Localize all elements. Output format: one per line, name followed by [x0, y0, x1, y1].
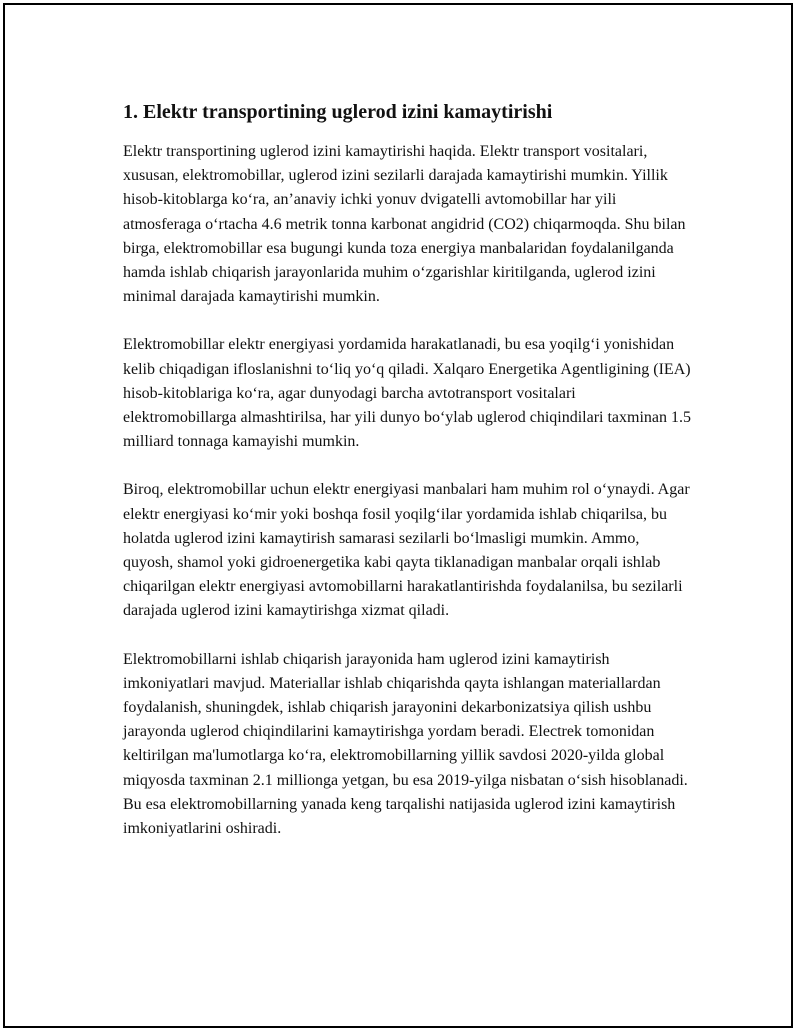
paragraph-4: Elektromobillarni ishlab chiqarish jarayonida ham uglerod izini kamaytirish imkoniyatlari mavjud. Materiallar ishlab chiqarishda qayta ishlangan materiallardan foydalanish, shuningdek, ishlab chiqarish jarayonini dekarbonizatsiya qilish ushbu jarayonda uglerod chiqindilarini kamaytirishga yordam beradi. Electrek tomonidan keltirilgan ma'lumotlarga ko‘ra, elektromobillarning yillik savdosi 2020-yilda global miqyosda taxminan 2.1 millionga yetgan, bu esa 2019-yilga nisbatan o‘sish hisoblanadi. Bu esa elektromobillarning yanada keng tarqalishi natijasida uglerod izini kamaytirish imkoniyatlarini oshiradi.: [123, 650, 688, 838]
paragraph-2: Elektromobillar elektr energiyasi yordamida harakatlanadi, bu esa yoqilg‘i yonishidan kelib chiqadigan ifloslanishni to‘liq yo‘q qiladi. Xalqaro Energetika Agentligining (IEA) hisob-kitoblariga ko‘ra, agar dunyodagi barcha avtotransport vositalari elektromobillarga almashtirilsa, har yili dunyo bo‘ylab uglerod chiqindilari taxminan 1.5 milliard tonnaga kamayishi mumkin.: [123, 336, 692, 451]
document-body: [123, 98, 693, 865]
paragraph-3: Biroq, elektromobillar uchun elektr energiyasi manbalari ham muhim rol o‘ynaydi. Agar elektr energiyasi ko‘mir yoki boshqa fosil yoqilg‘ilar yordamida ishlab chiqarilsa, bu holatda uglerod izini kamaytirish samarasi sezilarli bo‘lmasligi mumkin. Ammo, quyosh, shamol yoki gidroenergetika kabi qayta tiklanadigan manbalar orqali ishlab chiqarilgan elektr energiyasi avtomobillarni harakatlantirishda foydalanilsa, bu sezilarli darajada uglerod izini kamaytirishga xizmat qiladi.: [123, 481, 690, 620]
paragraph-1: Elektr transportining uglerod izini kamaytirishi haqida. Elektr transport vositalari, xususan, elektromobillar, uglerod izini sezilarli darajada kamaytirishi mumkin. Yillik hisob-kitoblarga ko‘ra, an’anaviy ichki yonuv dvigatelli avtomobillar har yili atmosferaga o‘rtacha 4.6 metrik tonna karbonat angidrid (CO2) chiqarmoqda. Shu bilan birga, elektromobillar esa bugungi kunda toza energiya manbalaridan foydalanilganda hamda ishlab chiqarish jarayonlarida muhim o‘zgarishlar kiritilganda, uglerod izini minimal darajada kamaytirishi mumkin.: [123, 143, 686, 306]
page-frame: [3, 3, 793, 1028]
section-title: 1. Elektr transportining uglerod izini kamaytirishi: [123, 101, 553, 123]
